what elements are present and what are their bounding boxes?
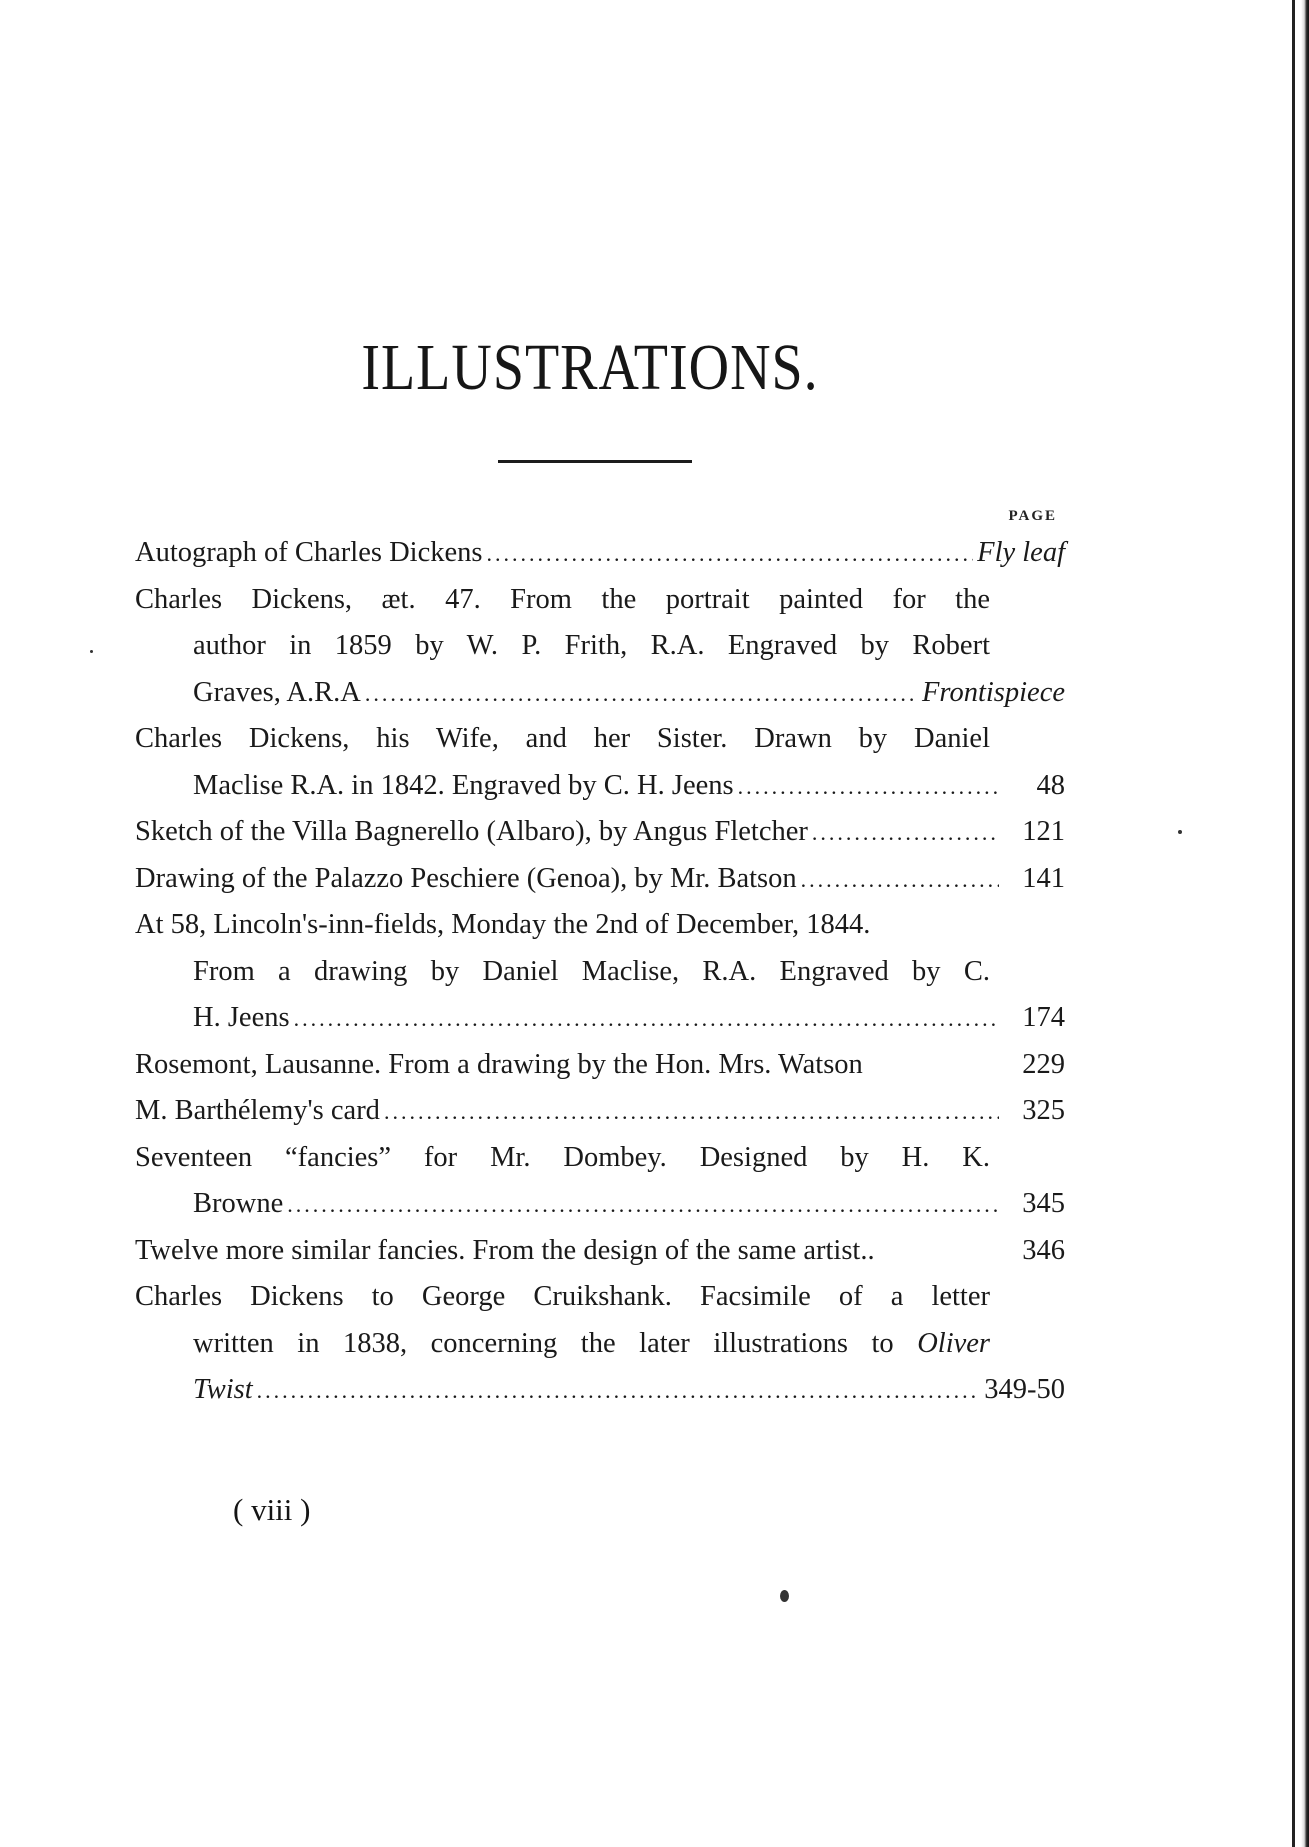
list-entry (135, 902, 1065, 1042)
entry-page: 229 (1022, 1048, 1065, 1080)
page-column-header: PAGE (1008, 508, 1057, 524)
title-rule (498, 460, 692, 463)
entry-text: Drawing of the Palazzo Peschiere (Genoa), by Mr. Batson (135, 862, 797, 894)
entry-text: Browne (193, 1188, 284, 1219)
page-edge-shadow (1301, 0, 1309, 1847)
entry-page: 174 (1022, 1002, 1065, 1033)
list-entry (135, 1274, 1065, 1414)
ink-speck (90, 650, 93, 653)
dot-leader (257, 1368, 981, 1415)
page-folio: ( viii ) (233, 1492, 311, 1527)
entry-text: Twelve more similar fancies. From the design of the same artist.. (135, 1234, 875, 1266)
entry-text: At 58, Lincoln's-inn-fields, Monday the 2nd of December, 1844. (135, 909, 871, 940)
entry-text: H. Jeens (193, 1002, 290, 1033)
list-entry (135, 1135, 1065, 1228)
entry-page: 325 (1022, 1095, 1065, 1126)
list-entry (135, 809, 1065, 856)
entry-page: 349-50 (984, 1374, 1065, 1405)
list-entry (135, 577, 1065, 717)
page-title: ILLUSTRATIONS. (361, 331, 819, 405)
entry-text-with-italic (135, 1321, 990, 1368)
entry-text: Seventeen “fancies” for Mr. Dombey. Designed by H. K. (135, 1141, 990, 1173)
entry-text: Maclise R.A. in 1842. Engraved by C. H. Jeens (193, 769, 734, 801)
dot-leader (738, 764, 999, 811)
list-entry (135, 530, 1065, 577)
dot-leader (812, 810, 999, 857)
dot-leader (365, 671, 918, 718)
entry-text: From a drawing by Daniel Maclise, R.A. Engraved by C. (193, 955, 990, 987)
entry-page: Fly leaf (977, 537, 1065, 568)
entry-text: Autograph of Charles Dickens (135, 537, 483, 568)
entry-text: Charles Dickens, æt. 47. From the portrait painted for the (135, 583, 990, 615)
entry-page: 346 (1022, 1234, 1065, 1266)
entry-page: Frontispiece (922, 676, 1065, 708)
entry-page: 48 (1036, 769, 1065, 801)
list-entry (135, 1042, 1065, 1089)
dot-leader (384, 1089, 999, 1136)
entry-page: 141 (1022, 862, 1065, 894)
page-edge-line (1292, 0, 1295, 1847)
list-entry (135, 1088, 1065, 1135)
entry-text: Charles Dickens to George Cruikshank. Facsimile of a letter (135, 1281, 990, 1312)
ink-speck (780, 1590, 789, 1602)
entry-text: Graves, A.R.A (193, 676, 361, 708)
list-entry (135, 716, 1065, 809)
dot-leader (486, 531, 973, 578)
entry-text: author in 1859 by W. P. Frith, R.A. Engraved by Robert (193, 630, 990, 661)
dot-leader (294, 996, 999, 1043)
entry-italic-title: Oliver (917, 1327, 990, 1359)
entry-text: Rosemont, Lausanne. From a drawing by the Hon. Mrs. Watson (135, 1048, 863, 1080)
entry-text: Twist (193, 1374, 253, 1405)
entry-text: M. Barthélemy's card (135, 1095, 380, 1126)
dot-leader (287, 1182, 999, 1229)
dot-leader (801, 857, 999, 904)
list-entry (135, 856, 1065, 903)
entry-page: 121 (1022, 816, 1065, 847)
ink-speck (1178, 830, 1182, 834)
entry-text: written in 1838, concerning the later illustrations to (193, 1327, 894, 1359)
list-entry (135, 1228, 1065, 1275)
illustrations-list (135, 530, 1065, 1414)
entry-text: Charles Dickens, his Wife, and her Sister. Drawn by Daniel (135, 723, 990, 754)
entry-text: Sketch of the Villa Bagnerello (Albaro), by Angus Fletcher (135, 816, 808, 847)
entry-page: 345 (1022, 1188, 1065, 1219)
